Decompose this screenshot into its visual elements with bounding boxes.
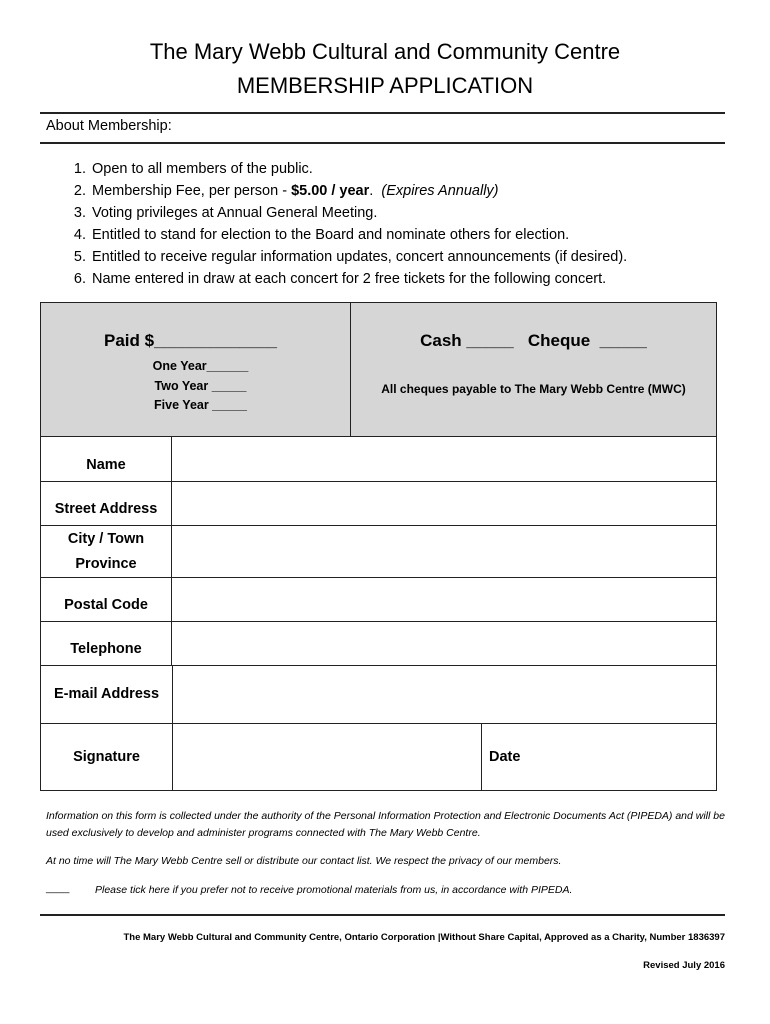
city-province-field[interactable] xyxy=(172,526,716,577)
fee-amount: $5.00 / year xyxy=(291,183,370,199)
five-year-option[interactable]: Five Year _____ xyxy=(154,398,247,412)
signature-row xyxy=(40,723,717,791)
corporation-footer: The Mary Webb Cultural and Community Centre, Ontario Corporation |Without Share Capital, Approved as a Charity, Number 1836397 xyxy=(123,932,725,943)
telephone-label: Telephone xyxy=(41,622,172,665)
list-item: 6. Name entered in draw at each concert for 2 free tickets for the following concert. xyxy=(90,268,750,290)
city-province-row xyxy=(40,525,717,578)
opt-out-checkbox[interactable]: ____ xyxy=(46,882,70,894)
payment-method-box xyxy=(350,302,717,437)
list-item: 1. Open to all members of the public. xyxy=(90,158,750,180)
city-province-label xyxy=(41,526,172,577)
no-sell-notice: At no time will The Mary Webb Centre sell or distribute our contact list. We respect the privacy of our members. xyxy=(46,855,562,867)
document-title: The Mary Webb Cultural and Community Centre xyxy=(149,39,621,64)
payment-method-options[interactable]: Cash _____ Cheque _____ xyxy=(420,331,647,350)
fee-text: Membership Fee, per person - xyxy=(92,183,292,199)
email-label: E-mail Address xyxy=(41,666,173,723)
name-field[interactable] xyxy=(172,437,716,481)
email-row xyxy=(40,665,717,724)
divider xyxy=(40,914,725,916)
postal-code-row xyxy=(40,577,717,622)
list-item xyxy=(90,180,750,202)
email-field[interactable] xyxy=(172,666,716,723)
document-subtitle: MEMBERSHIP APPLICATION xyxy=(236,73,534,98)
privacy-notice: Information on this form is collected under the authority of the Personal Information Protection and Electronic Documents Act (PIPEDA) and will be used exclusively to develop and administer programs connected with The Mary Webb Centre. xyxy=(46,810,725,839)
paid-amount-field[interactable]: Paid $_____________ xyxy=(104,331,277,350)
street-address-field[interactable] xyxy=(172,482,716,525)
list-item: 5. Entitled to receive regular information updates, concert announcements (if desired). xyxy=(90,246,750,268)
telephone-row xyxy=(40,621,717,666)
street-address-row xyxy=(40,481,717,526)
list-item: 3. Voting privileges at Annual General Meeting. xyxy=(90,202,750,224)
street-address-label: Street Address xyxy=(41,482,172,525)
postal-code-field[interactable] xyxy=(172,578,716,621)
fee-expiry: (Expires Annually) xyxy=(381,183,499,199)
signature-field[interactable] xyxy=(172,724,480,790)
date-label: Date xyxy=(489,749,521,765)
membership-terms-list xyxy=(50,158,750,290)
fee-punct: . xyxy=(369,183,382,199)
date-field[interactable] xyxy=(482,724,716,790)
about-heading: About Membership: xyxy=(46,118,172,134)
name-row xyxy=(40,436,717,482)
opt-out-text: Please tick here if you prefer not to receive promotional materials from us, in accordance with PIPEDA. xyxy=(95,884,573,896)
membership-term-options xyxy=(41,357,350,416)
one-year-option[interactable]: One Year______ xyxy=(152,359,249,373)
divider xyxy=(40,142,725,144)
signature-label: Signature xyxy=(41,724,173,790)
two-year-option[interactable]: Two Year _____ xyxy=(154,378,247,393)
postal-code-label: Postal Code xyxy=(41,578,172,621)
list-item: 4. Entitled to stand for election to the Board and nominate others for election. xyxy=(90,224,750,246)
name-label: Name xyxy=(41,437,172,481)
revision-date: Revised July 2016 xyxy=(643,960,725,971)
payment-amount-box xyxy=(40,302,351,437)
telephone-field[interactable] xyxy=(172,622,716,665)
divider xyxy=(40,112,725,114)
city-label: City / Town xyxy=(67,531,145,547)
province-label: Province xyxy=(75,556,137,572)
cheques-payable-note: All cheques payable to The Mary Webb Centre (MWC) xyxy=(381,382,686,396)
